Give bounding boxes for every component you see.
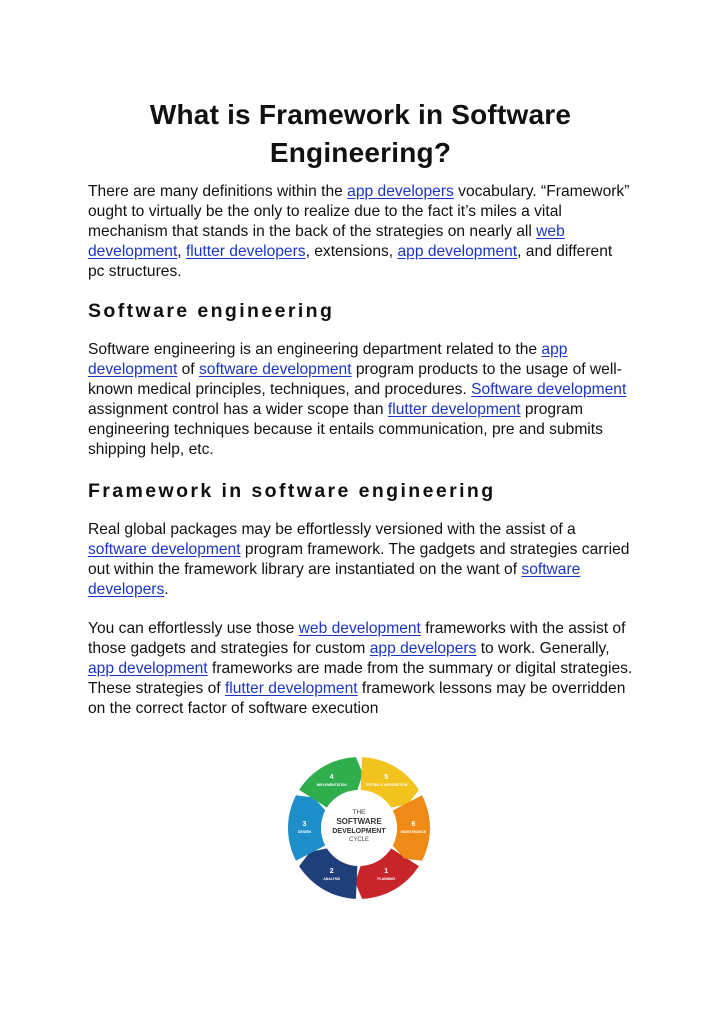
text-span: program framework. The gadgets and strategies carried out within the framework library are instantiated on the want of — [88, 541, 630, 578]
link-software-development[interactable]: software development — [198, 361, 352, 378]
link-app-development[interactable]: app development — [397, 243, 518, 260]
text-span: Software engineering is an engineering department related to the — [88, 341, 542, 358]
cycle-segment-label: DESIGN — [298, 830, 311, 834]
text-span: vocabulary. “Framework” ought to virtually be the only to realize due to the fact it’s miles a vital mechanism that stands in the back of the strategies on nearly all — [88, 183, 630, 240]
section2-paragraph-1 — [88, 520, 633, 600]
cycle-center-line-4: CYCLE — [348, 837, 370, 843]
text-span: , and different pc structures. — [88, 243, 613, 280]
cycle-segment-number: 2 — [329, 868, 334, 876]
link-app-developers[interactable]: app developers — [347, 183, 454, 200]
software-development-cycle-figure — [282, 752, 436, 900]
text-span: assignment control has a wider scope than — [88, 401, 388, 418]
cycle-segment-label: ANALYSIS — [323, 877, 341, 882]
link-app-development[interactable]: app development — [88, 341, 568, 378]
text-span: . — [164, 581, 169, 598]
section-heading-software-engineering: Software engineering — [88, 300, 335, 322]
cycle-segment-label: PLANNING — [377, 877, 396, 882]
article — [88, 96, 633, 719]
text-span: frameworks are made from the summary or digital strategies. These strategies of — [88, 660, 633, 697]
text-span: of — [177, 361, 199, 378]
text-span: program products to the usage of well-known medical principles, techniques, and procedures. — [88, 361, 622, 398]
cycle-segment-label: TESTING & INTEGRATION — [365, 782, 408, 787]
link-web-development[interactable]: web development — [298, 620, 421, 637]
cycle-segment-number: 6 — [411, 821, 416, 828]
text-span: framework lessons may be overridden on the correct factor of software execution — [88, 680, 626, 717]
text-span: There are many definitions within the — [88, 183, 348, 200]
cycle-segment-number: 4 — [329, 773, 334, 781]
cycle-segment-label: IMPLEMENTATION — [316, 782, 347, 787]
text-span: You can effortlessly use those — [88, 620, 299, 637]
text-span: to work. Generally, — [476, 640, 610, 657]
link-software-developers[interactable]: software developers — [88, 561, 581, 598]
cycle-segment-label: MAINTENANCE — [400, 830, 427, 834]
link-app-development[interactable]: app development — [88, 660, 208, 677]
link-app-developers[interactable]: app developers — [369, 640, 477, 657]
link-software-development-2[interactable]: Software development — [471, 381, 627, 398]
section2-paragraph-2 — [88, 619, 633, 719]
link-flutter-development[interactable]: flutter development — [224, 680, 358, 697]
link-software-development[interactable]: software development — [88, 541, 241, 558]
cycle-segment-number: 3 — [302, 821, 307, 828]
cycle-segment-number: 1 — [384, 868, 389, 876]
text-span: , — [177, 243, 186, 260]
text-span: frameworks with the assist of those gadgets and strategies for custom — [88, 620, 626, 657]
cycle-center-line-1: THE — [352, 809, 366, 816]
link-flutter-development[interactable]: flutter development — [387, 401, 521, 418]
link-web-development[interactable]: web development — [88, 223, 565, 260]
text-span: , extensions, — [305, 243, 398, 260]
page-title: What is Framework in Software Engineering? — [149, 99, 572, 168]
text-span: Real global packages may be effortlessly versioned with the assist of a — [88, 521, 576, 538]
cycle-center-line-3: DEVELOPMENT — [332, 828, 386, 835]
intro-paragraph — [88, 182, 633, 282]
section1-paragraph — [88, 340, 633, 460]
cycle-diagram — [282, 752, 436, 900]
text-span: program engineering techniques because it entails communication, pre and submits shipping help, etc. — [88, 401, 603, 458]
cycle-segment-number: 5 — [384, 773, 389, 781]
link-flutter-developers[interactable]: flutter developers — [185, 243, 306, 260]
cycle-center-line-2: SOFTWARE — [336, 817, 382, 826]
section-heading-framework: Framework in software engineering — [88, 480, 496, 502]
